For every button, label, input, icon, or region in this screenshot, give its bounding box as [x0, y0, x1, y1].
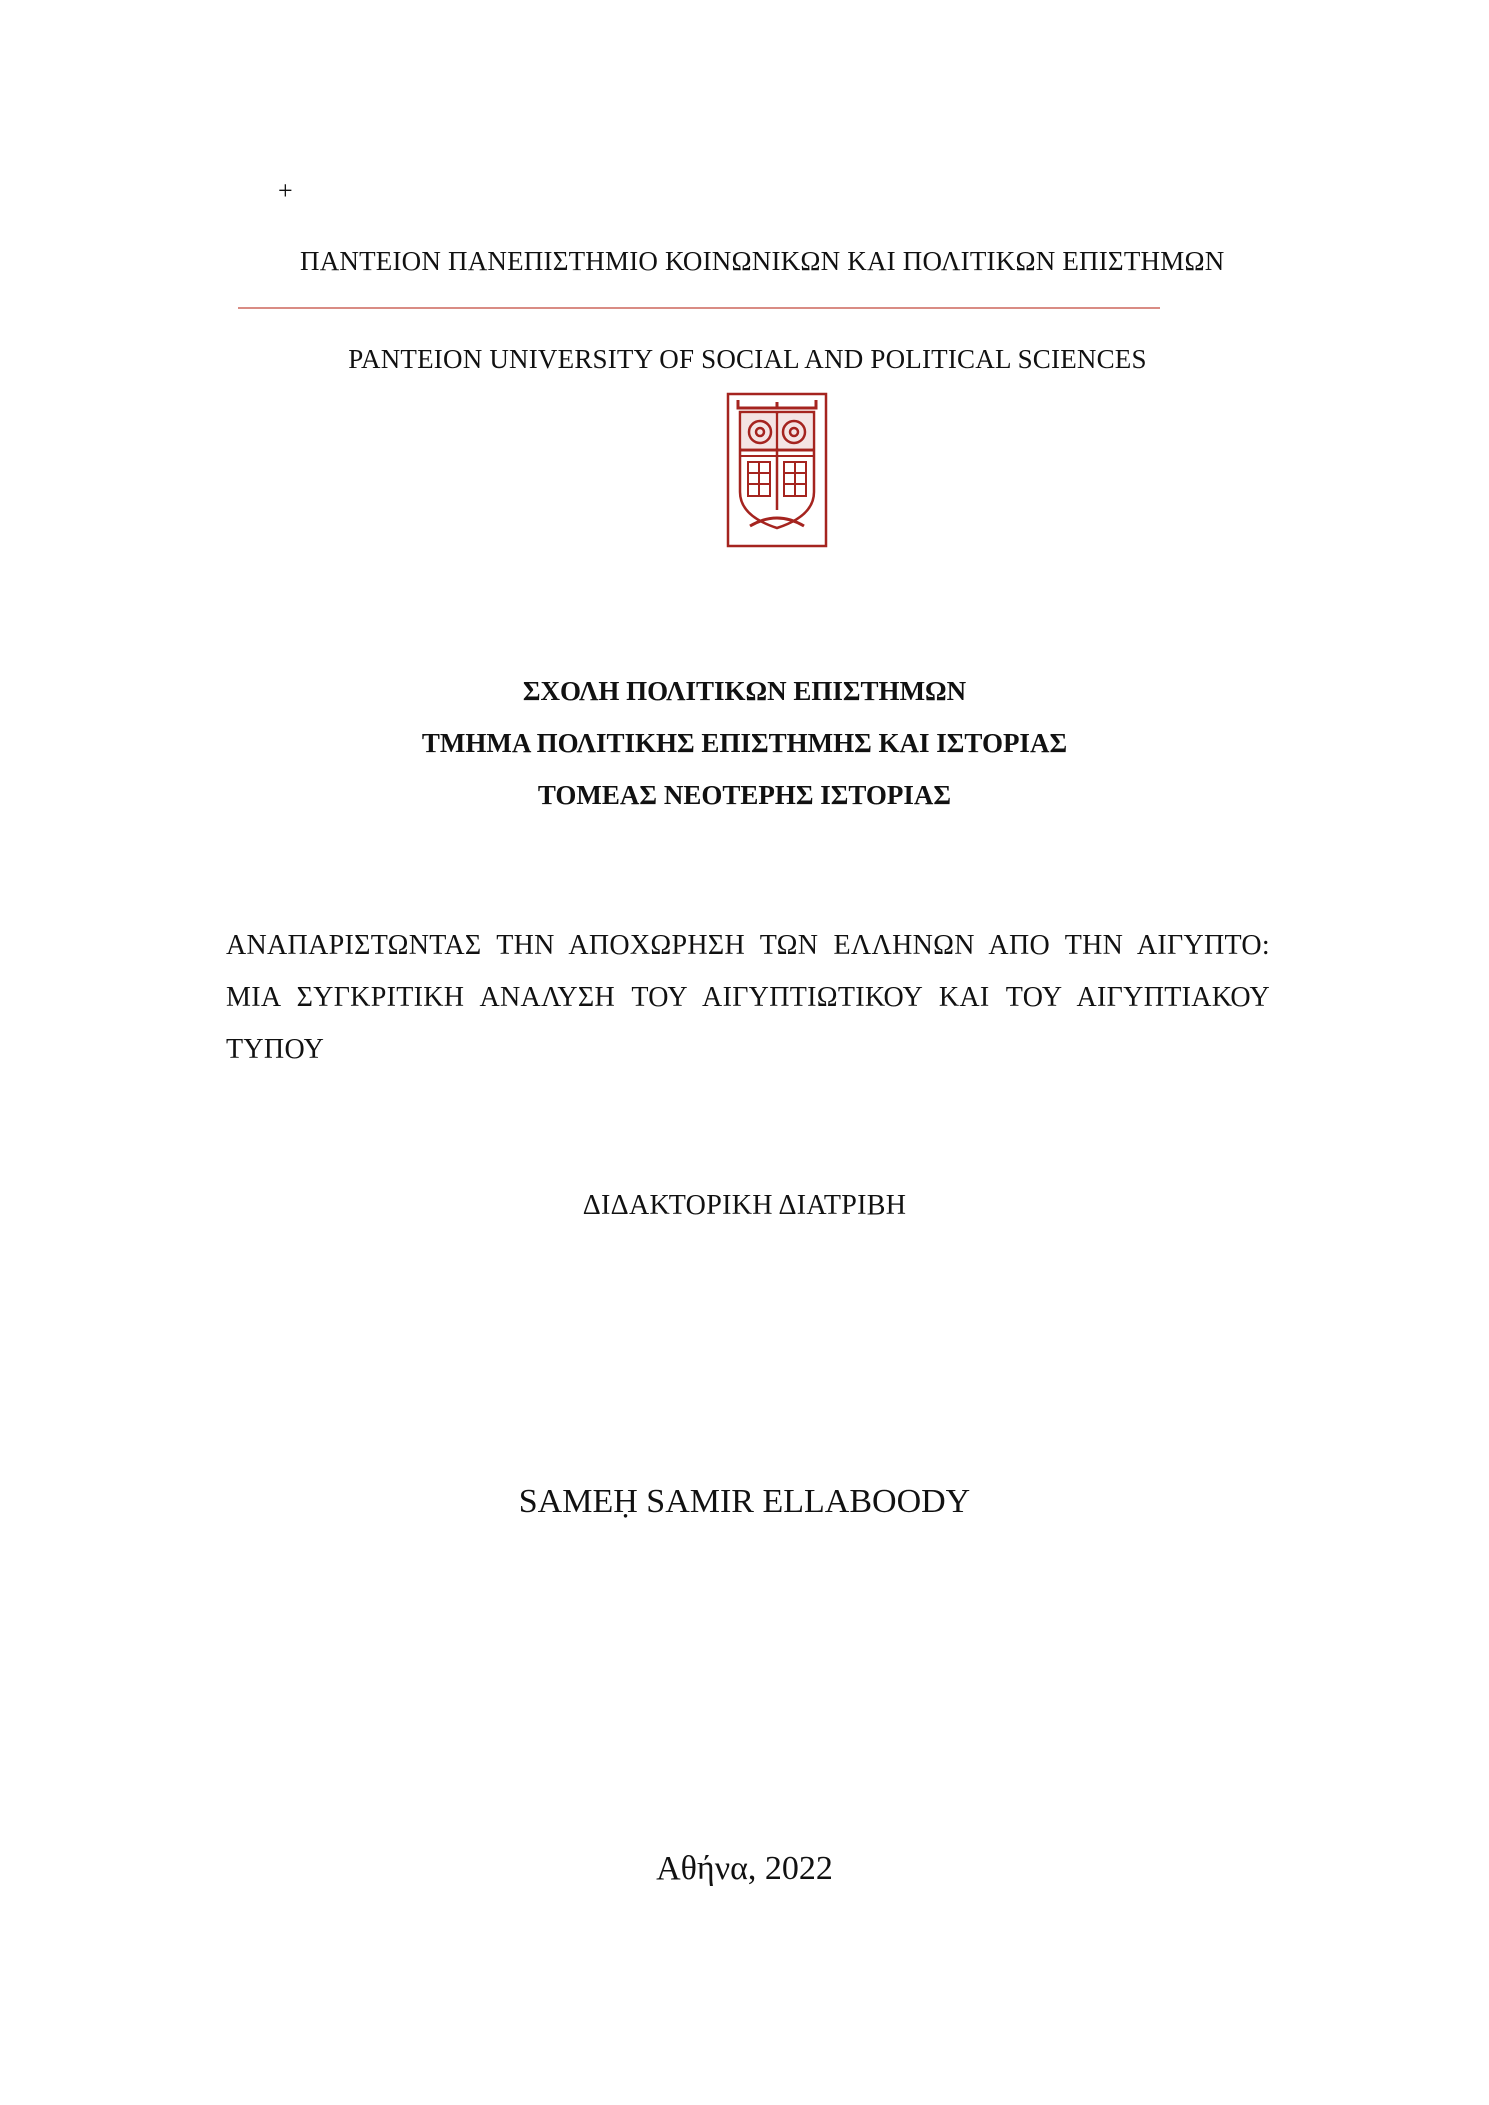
author-name: SAMEḤ SAMIR ELLABOODY [518, 1483, 971, 1520]
thesis-title: ΑΝΑΠΑΡΙΣΤΩΝΤΑΣ ΤΗΝ ΑΠΟΧΩΡΗΣΗ ΤΩΝ ΕΛΛΗΝΩΝ ΑΠΟ ΤΗΝ ΑΙΓΥΠΤΟ: ΜΙΑ ΣΥΓΚΡΙΤΙΚΗ ΑΝΑΛΥΣΗ ΤΟΥ ΑΙΓΥΠΤΙΩΤΙΚΟΥ ΚΑΙ ΤΟΥ ΑΙΓΥΠΤΙΑΚΟΥ ΤΥΠΟΥ [226, 930, 1270, 1065]
university-crest-logo [726, 392, 828, 548]
university-name-greek: ΠΑΝΤΕΙΟΝ ΠΑΝΕΠΙΣΤΗΜΙΟ ΚΟΙΝΩΝΙΚΩΝ ΚΑΙ ΠΟΛΙΤΙΚΩΝ ΕΠΙΣΤΗΜΩΝ [300, 246, 1225, 276]
department-name: ΤΜΗΜΑ ΠΟΛΙΤΙΚΗΣ ΕΠΙΣΤΗΜΗΣ ΚΑΙ ΙΣΤΟΡΙΑΣ [421, 728, 1068, 758]
school-name: ΣΧΟΛΗ ΠΟΛΙΤΙΚΩΝ ΕΠΙΣΤΗΜΩΝ [522, 676, 967, 706]
university-name-english: PANTEION UNIVERSITY OF SOCIAL AND POLITICAL SCIENCES [348, 344, 1147, 374]
header-divider [238, 307, 1160, 309]
school-department-block [0, 665, 1489, 821]
plus-marker: + [278, 176, 293, 205]
sector-name: ΤΟΜΕΑΣ ΝΕΟΤΕΡΗΣ ΙΣΤΟΡΙΑΣ [537, 780, 952, 810]
place-and-date: Αθήνα, 2022 [656, 1850, 833, 1887]
document-type: ΔΙΔΑΚΤΟΡΙΚΗ ΔΙΑΤΡΙΒΗ [582, 1190, 907, 1221]
